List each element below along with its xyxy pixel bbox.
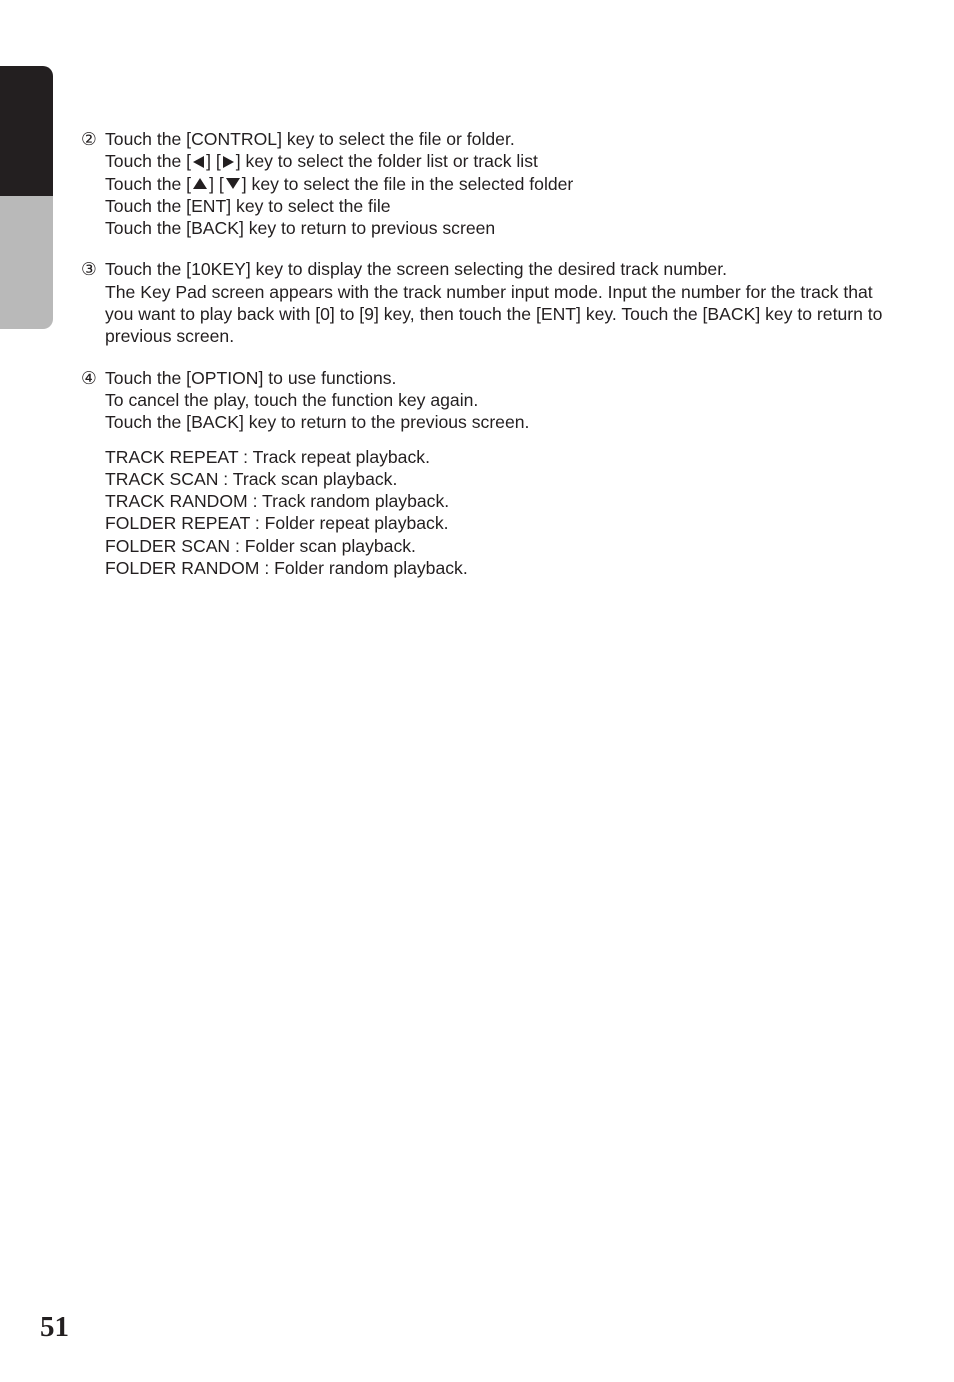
text-fragment: ] [: [209, 173, 224, 194]
function-item: TRACK REPEAT : Track repeat playback.: [105, 446, 430, 467]
function-list: [81, 446, 901, 580]
step-2: [81, 128, 901, 239]
step-4-line-1: Touch the [OPTION] to use functions.: [105, 367, 397, 388]
step-number: ②: [81, 129, 97, 149]
step-2-line-2: [105, 150, 901, 172]
side-tab-light-section: [0, 196, 53, 329]
side-tab-dark-section: [0, 66, 53, 196]
step-number: ③: [81, 259, 97, 280]
step-4: [81, 367, 901, 434]
step-4-line-2: To cancel the play, touch the function key again.: [105, 389, 479, 410]
step-2-line-3: [105, 173, 901, 195]
text-fragment: ] key to select the file in the selected folder: [241, 173, 574, 194]
down-triangle-icon: [226, 178, 240, 189]
step-4-line-3: Touch the [BACK] key to return to the previous screen.: [105, 412, 530, 433]
function-item: FOLDER REPEAT : Folder repeat playback.: [105, 513, 449, 534]
step-2-line-5: Touch the [BACK] key to return to previous screen: [105, 218, 496, 239]
manual-content: [81, 128, 901, 579]
step-2-line-1: Touch the [CONTROL] key to select the file or folder.: [105, 129, 515, 149]
step-3-paragraph: The Key Pad screen appears with the track number input mode. Input the number for the track that you want to play back with [0] to [9] key, then touch the [ENT] key. Touch the [BACK] key to return to previous screen.: [105, 281, 883, 347]
side-tab: [0, 66, 53, 329]
function-item: FOLDER SCAN : Folder scan playback.: [105, 535, 416, 556]
text-fragment: Touch the [: [105, 151, 192, 172]
page-number: 51: [40, 1311, 69, 1343]
step-number: ④: [81, 367, 97, 388]
step-3: [81, 258, 901, 347]
step-3-line-1: Touch the [10KEY] key to display the screen selecting the desired track number.: [105, 259, 727, 280]
step-2-line-4: Touch the [ENT] key to select the file: [105, 195, 391, 216]
left-triangle-icon: [193, 156, 204, 168]
function-item: FOLDER RANDOM : Folder random playback.: [105, 558, 468, 579]
right-triangle-icon: [223, 156, 234, 168]
up-triangle-icon: [193, 178, 207, 189]
function-item: TRACK SCAN : Track scan playback.: [105, 468, 398, 489]
text-fragment: Touch the [: [105, 173, 192, 194]
function-item: TRACK RANDOM : Track random playback.: [105, 491, 450, 512]
text-fragment: ] key to select the folder list or track list: [235, 151, 538, 172]
text-fragment: ] [: [206, 151, 221, 172]
